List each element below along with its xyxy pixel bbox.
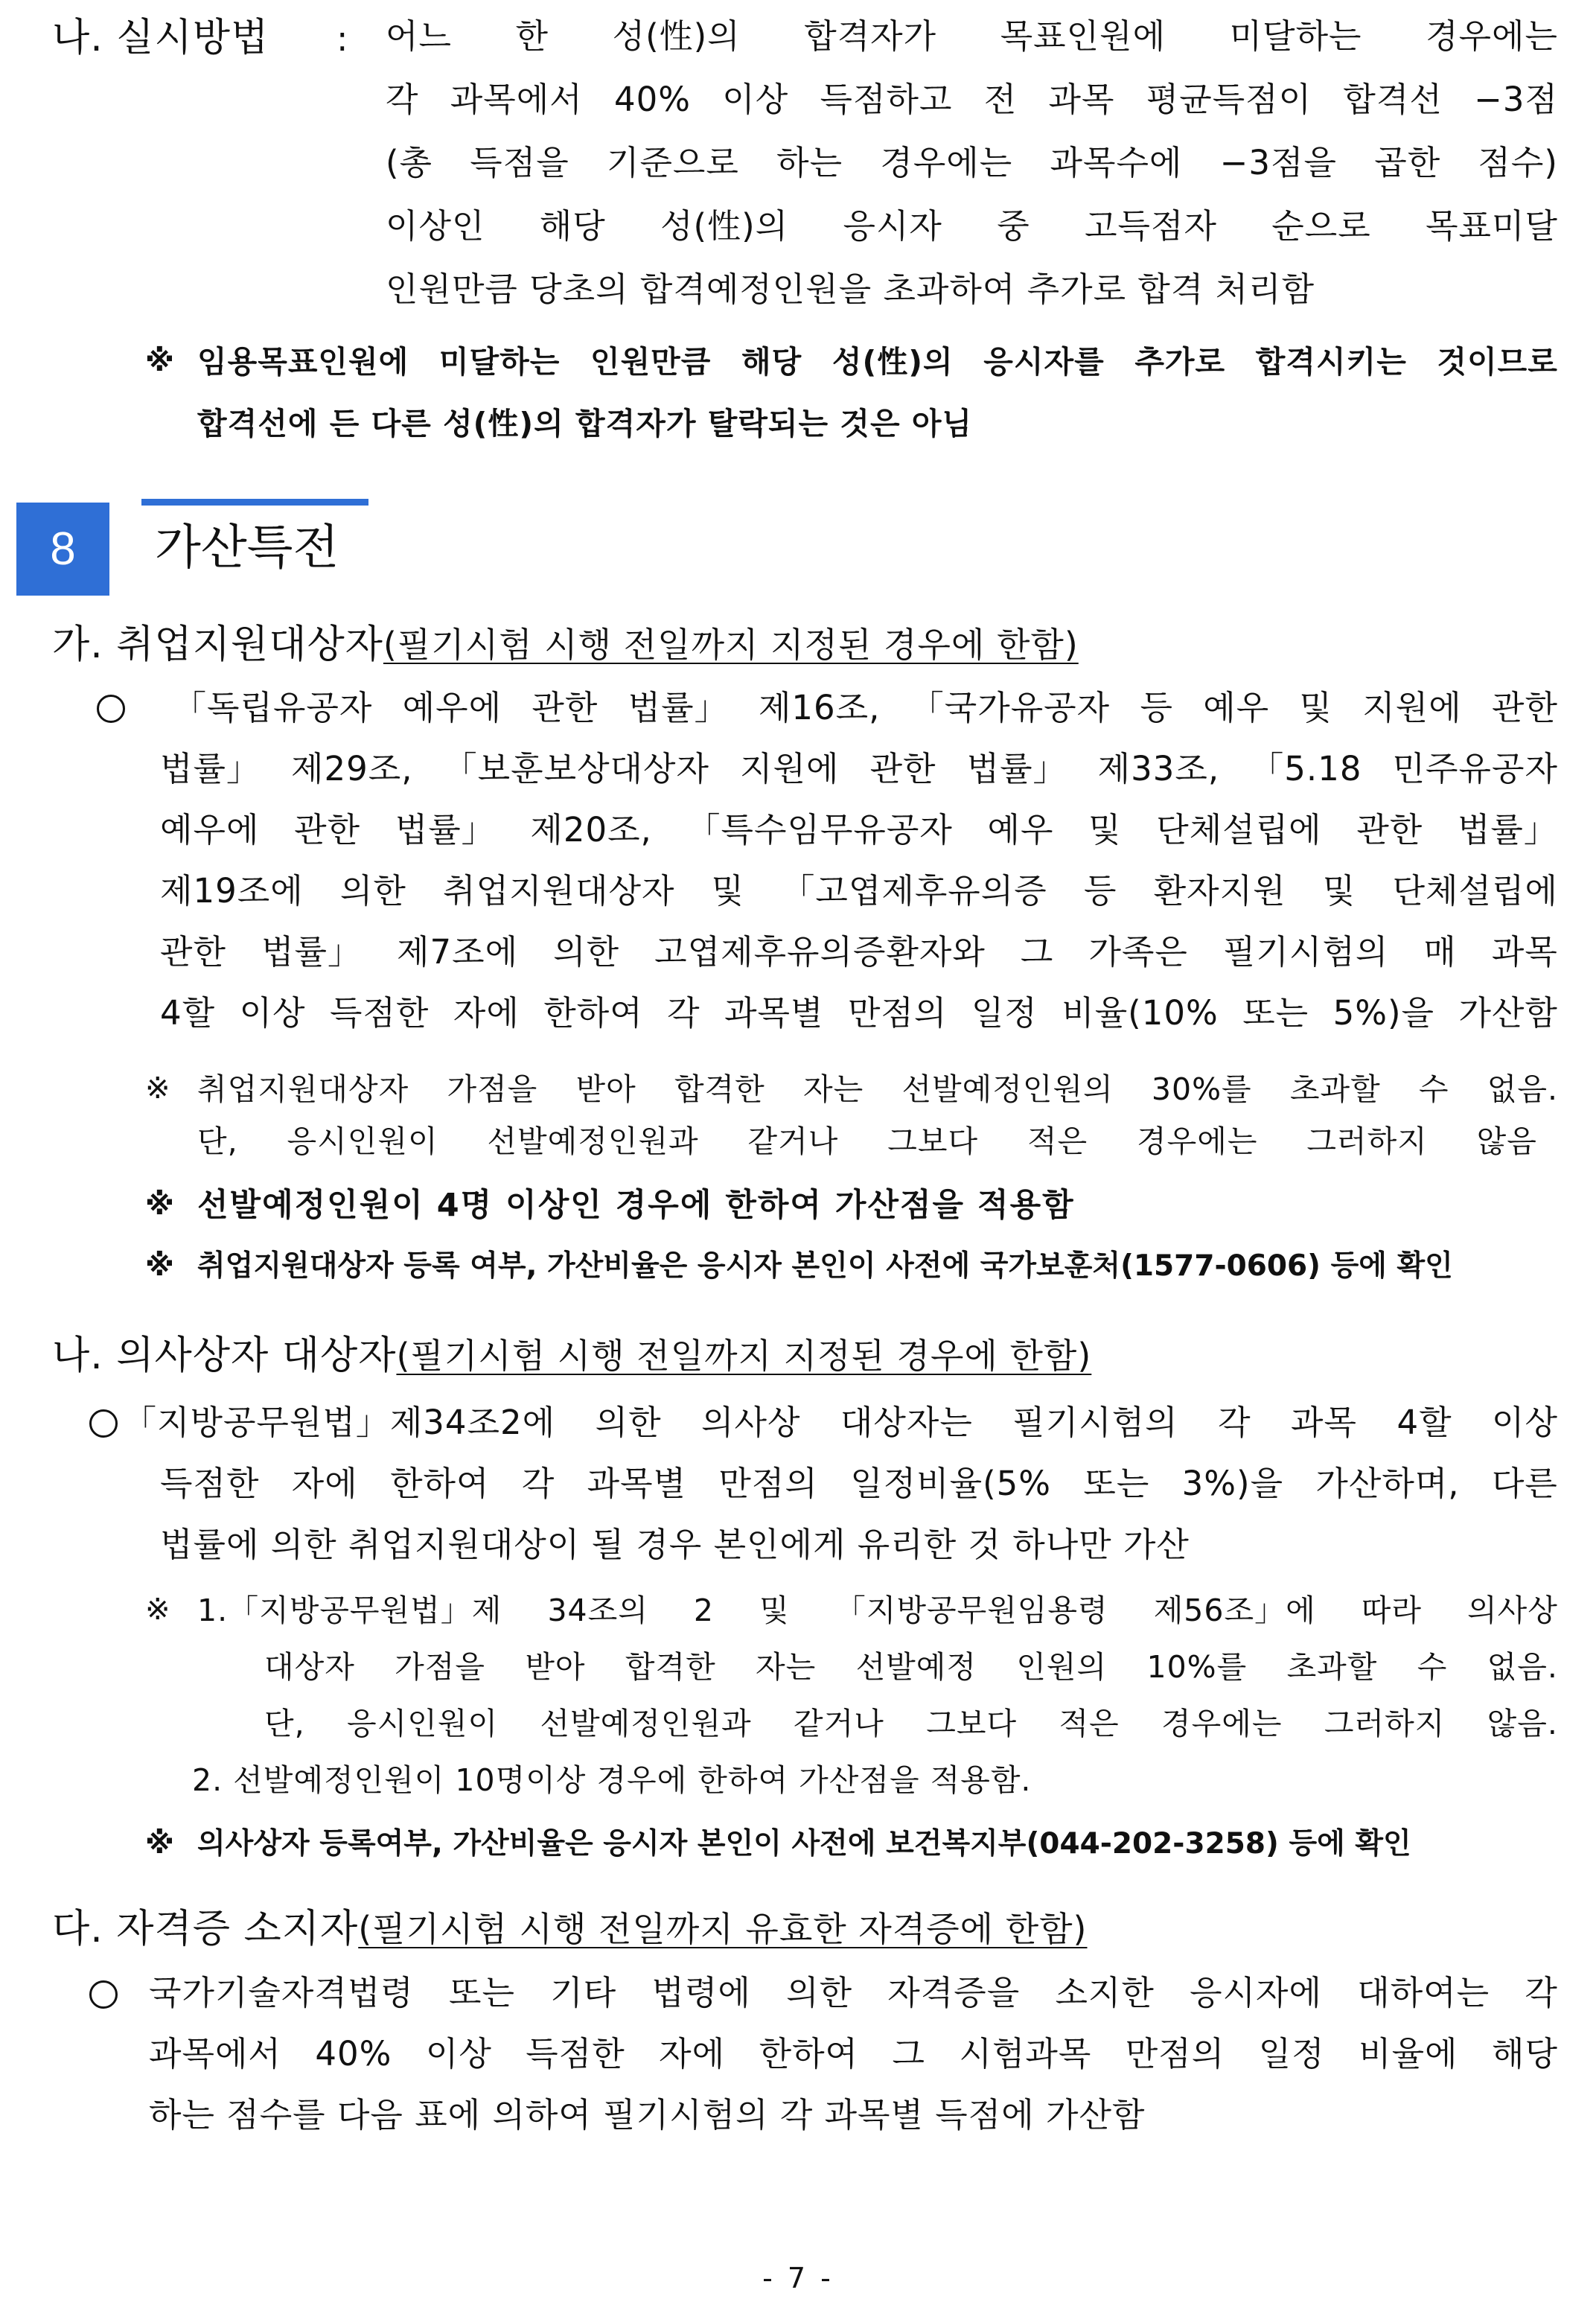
bullet-circle-icon xyxy=(97,695,125,723)
ga-body-line-3: 예우에 관한 법률」 제20조, 「특수임무유공자 예우 및 단체설립에 관한 법률」 xyxy=(160,810,1558,849)
section-label-method xyxy=(52,15,269,61)
method-line-4: 이상인 해당 성(性)의 응시자 중 고득점자 순으로 목표미달 xyxy=(386,206,1558,246)
method-label: 나. 실시방법 xyxy=(52,16,269,60)
heading-ga-label: 가. 취업지원대상자 xyxy=(52,622,383,667)
ga-body-line-6: 4할 이상 득점한 자에 한하여 각 과목별 만점의 일정 비율(10% 또는 5%)을 가산함 xyxy=(160,993,1558,1033)
heading-na-note: (필기시험 시행 전일까지 지정된 경우에 한함) xyxy=(396,1336,1092,1376)
ga-body-line-2: 법률」 제29조, 「보훈보상대상자 지원에 관한 법률」 제33조, 「5.18 민주유공자 xyxy=(160,749,1558,788)
method-line-1: 어느 한 성(性)의 합격자가 목표인원에 미달하는 경우에는 xyxy=(386,16,1558,56)
ga-body-line-1: 「독립유공자 예우에 관한 법률」 제16조, 「국가유공자 등 예우 및 지원에 관한 xyxy=(173,688,1558,727)
na-body-line-1: 「지방공무원법」제34조2에 의한 의사상 대상자는 필기시험의 각 과목 4할 이상 xyxy=(123,1403,1558,1442)
ga-note1-line-1: 취업지원대상자 가점을 받아 합격한 자는 선발예정인원의 30%를 초과할 수 없음. xyxy=(197,1071,1558,1107)
method-line-2: 각 과목에서 40% 이상 득점하고 전 과목 평균득점이 합격선 −3점 xyxy=(386,80,1558,119)
na-body-line-3: 법률에 의한 취업지원대상이 될 경우 본인에게 유리한 것 하나만 가산 xyxy=(160,1525,1190,1564)
na-body-line-2: 득점한 자에 한하여 각 과목별 만점의 일정비율(5% 또는 3%)을 가산하며, 다른 xyxy=(160,1464,1558,1503)
da-body-line-3: 하는 점수를 다음 표에 의하여 필기시험의 각 과목별 득점에 가산함 xyxy=(149,2095,1146,2135)
bullet-circle-icon xyxy=(89,1409,118,1438)
note-mark: ※ xyxy=(145,1188,174,1222)
na-note1-line-2: 단, 응시인원이 선발예정인원과 같거나 그보다 적은 경우에는 그러하지 않음. xyxy=(264,1706,1558,1741)
note-mark: ※ xyxy=(145,1071,170,1106)
section-number-badge: 8 xyxy=(16,503,109,596)
method-line-3: (총 득점을 기준으로 하는 경우에는 과목수에 −3점을 곱한 점수) xyxy=(386,143,1558,182)
na-note1-line-1: 대상자 가점을 받아 합격한 자는 선발예정 인원의 10%를 초과할 수 없음. xyxy=(264,1649,1558,1685)
na-note3: 의사상자 등록여부, 가산비율은 응시자 본인이 사전에 보건복지부(044-202-3258) 등에 확인 xyxy=(197,1827,1411,1861)
section-title: 가산특전 xyxy=(141,499,368,596)
heading-da xyxy=(52,1906,1088,1952)
method-line-5: 인원만큼 당초의 합격예정인원을 초과하여 추가로 합격 처리함 xyxy=(386,270,1315,309)
ga-body-line-4: 제19조에 의한 취업지원대상자 및 「고엽제후유의증 등 환자지원 및 단체설립에 xyxy=(160,871,1558,911)
ga-note1-line-2: 단, 응시인원이 선발예정인원과 같거나 그보다 적은 경우에는 그러하지 않음 xyxy=(197,1123,1537,1159)
da-body-line-2: 과목에서 40% 이상 득점한 자에 한하여 그 시험과목 만점의 일정 비율에 해당 xyxy=(149,2034,1558,2073)
note-mark: ※ xyxy=(145,1249,174,1283)
ga-note3: 취업지원대상자 등록 여부, 가산비율은 응시자 본인이 사전에 국가보훈처(1577-0606) 등에 확인 xyxy=(197,1249,1453,1283)
heading-da-note: (필기시험 시행 전일까지 유효한 자격증에 한함) xyxy=(358,1909,1088,1949)
heading-da-label: 다. 자격증 소지자 xyxy=(52,1907,359,1951)
ga-body-line-5: 관한 법률」 제7조에 의한 고엽제후유의증환자와 그 가족은 필기시험의 매 과목 xyxy=(160,932,1558,972)
page-number: - 7 - xyxy=(762,2262,834,2295)
bullet-circle-icon xyxy=(89,1980,118,2009)
note-mark: ※ xyxy=(145,1826,174,1861)
heading-ga xyxy=(52,622,1079,668)
heading-ga-note: (필기시험 시행 전일까지 지정된 경우에 한함) xyxy=(383,625,1079,665)
heading-na-label: 나. 의사상자 대상자 xyxy=(52,1333,397,1378)
heading-na xyxy=(52,1333,1091,1379)
na-note2: 2. 선발예정인원이 10명이상 경우에 한하여 가산점을 적용함. xyxy=(192,1762,1032,1798)
ga-note2: 선발예정인원이 4명 이상인 경우에 한하여 가산점을 적용함 xyxy=(197,1187,1075,1224)
method-note-line-1: 임용목표인원에 미달하는 인원만큼 해당 성(性)의 응시자를 추가로 합격시키는 것이므로 xyxy=(197,344,1558,380)
da-body-line-1: 국가기술자격법령 또는 기타 법령에 의한 자격증을 소지한 응시자에 대하여는 각 xyxy=(149,1973,1558,2012)
note-mark: ※ xyxy=(145,344,174,378)
note-mark: ※ xyxy=(145,1593,170,1627)
colon-mark: : xyxy=(336,19,348,59)
na-note1-head: 1.「지방공무원법」제 34조의 2 및 「지방공무원임용령 제56조」에 따라 의사상 xyxy=(197,1593,1558,1628)
method-note-line-2: 합격선에 든 다른 성(性)의 합격자가 탈락되는 것은 아님 xyxy=(197,406,973,441)
